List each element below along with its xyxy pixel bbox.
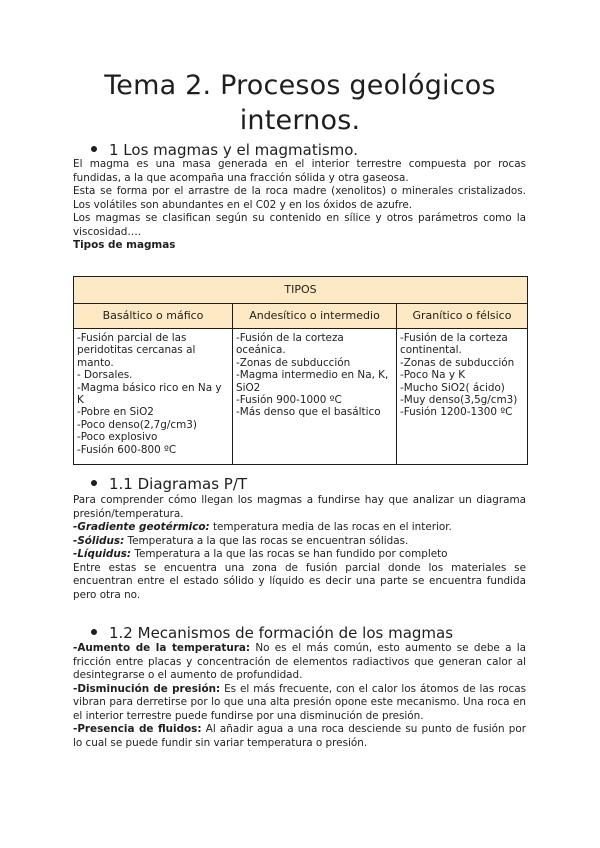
definition: -Aumento de la temperatura: No es el más común, esto aumento se debe a la fricción entre placas y concentración de elementos radiactivos que generan calor al desintegrarse o el aumento de profundidad. [73, 642, 526, 681]
table-cell: -Fusión de la corteza oceánica. -Zonas de subducción -Magma intermedio en Na, K, SiO2 -Fusión 900-1000 ºC -Más denso que el basáltico [233, 329, 397, 465]
definition: -Disminución de presión: Es el más frecuente, con el calor los átomos de las rocas vibran para derretirse por lo que una alta presión opone este mecanismo. Una roca en el interior terrestre puede fundirse por una disminución de presión. [73, 682, 527, 722]
paragraph: Para comprender cómo llegan los magmas a fundirse hay que analizar un diagrama presión/temperatura. [73, 494, 526, 520]
definition: -Presencia de fluidos: Al añadir agua a una roca desciende su punto de fusión por lo cual se puede fundir sin variar temperatura o presión. [73, 723, 526, 749]
definition: -Sólidus: Temperatura a la que las rocas se encuentran sólidas. [73, 534, 409, 547]
paragraph: El magma es una masa generada en el interior terrestre compuesta por rocas fundidas, a la que acompaña una fracción sólida y otra gaseosa. [73, 158, 526, 184]
bullet-icon [91, 146, 97, 152]
section-heading-magmas: 1 Los magmas y el magmatismo. [91, 141, 358, 159]
magma-types-table [73, 276, 528, 465]
subheading: Tipos de magmas [73, 239, 176, 251]
column-header: Andesítico o intermedio [233, 304, 397, 329]
paragraph: Entre estas se encuentra una zona de fusión parcial donde los materiales se encuentran entre el estado sólido y líquido es decir una parte se encuentra fundida pero otra no. [73, 561, 526, 601]
definition: -Gradiente geotérmico: temperatura media de las rocas en el interior. [73, 521, 452, 533]
section-heading-mecanismos: 1.2 Mecanismos de formación de los magmas [91, 624, 453, 642]
table-cell: -Fusión de la corteza continental. -Zonas de subducción -Poco Na y K -Mucho SiO2( ácido) -Muy denso(3,5g/cm3) -Fusión 1200-1300 ºC [397, 329, 528, 465]
section-body-diagramas [73, 494, 526, 602]
page-title: Tema 2. Procesos geológicos internos. [104, 70, 496, 136]
bullet-icon [91, 629, 97, 635]
column-header: Granítico o félsico [397, 304, 528, 329]
section-body-mecanismos [73, 642, 526, 750]
bullet-icon [91, 480, 97, 486]
section-body-magmas [73, 158, 526, 253]
table-title: TIPOS [74, 277, 528, 304]
definition: -Líquidus: Temperatura a la que las rocas se han fundido por completo [73, 548, 448, 560]
section-heading-diagramas: 1.1 Diagramas P/T [91, 475, 247, 493]
paragraph: Esta se forma por el arrastre de la roca madre (xenolitos) o minerales cristalizados. Los volátiles son abundantes en el C02 y en los óxidos de azufre. [73, 185, 526, 211]
column-header: Basáltico o máfico [74, 304, 233, 329]
table-cell: -Fusión parcial de las peridotitas cercanas al manto. - Dorsales. -Magma básico rico en Na y K -Pobre en SiO2 -Poco denso(2,7g/cm3) -Poco explosivo -Fusión 600-800 ºC [74, 329, 233, 465]
paragraph: Los magmas se clasifican según su contenido en sílice y otros parámetros como la viscosidad…. [73, 212, 526, 238]
